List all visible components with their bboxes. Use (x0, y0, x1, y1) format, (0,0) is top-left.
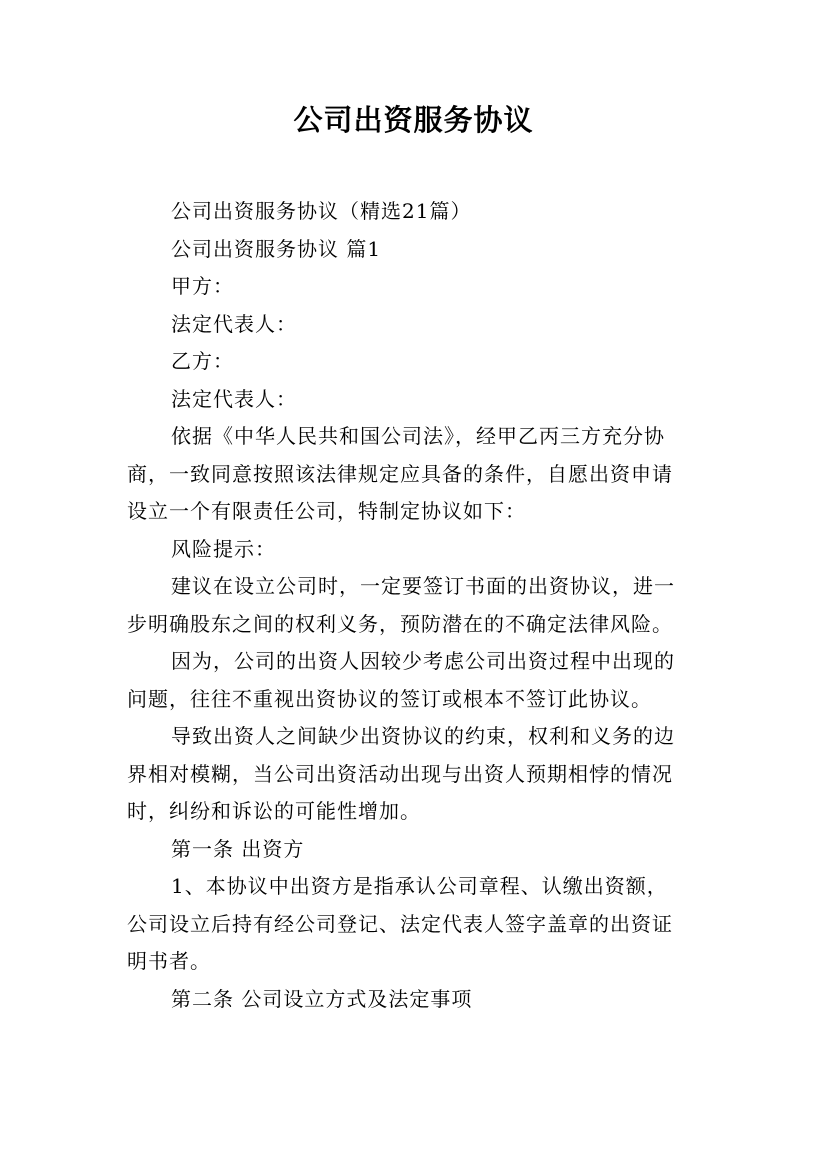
paragraph-line: 导致出资人之间缺少出资协议的约束，权利和义务的边 (171, 724, 675, 748)
paragraph-line: 明书者。 (127, 949, 211, 973)
paragraph-line: 甲方： (171, 274, 234, 298)
paragraph (127, 718, 705, 831)
paragraph (127, 868, 705, 981)
paragraph (127, 193, 705, 231)
paragraph (127, 268, 705, 306)
paragraph-line: 公司出资服务协议 篇1 (171, 236, 382, 261)
paragraph (127, 231, 705, 269)
paragraph-line: 风险提示： (171, 536, 276, 561)
paragraph-line: 因为，公司的出资人因较少考虑公司出资过程中出现的 (171, 649, 675, 673)
paragraph-line: 界相对模糊，当公司出资活动出现与出资人预期相悖的情况 (127, 761, 673, 786)
paragraph-line: 法定代表人： (171, 311, 297, 336)
paragraph-line: 第二条 公司设立方式及法定事项 (171, 986, 473, 1011)
paragraph (127, 531, 705, 569)
paragraph-line: 步明确股东之间的权利义务，预防潜在的不确定法律风险。 (127, 611, 673, 636)
paragraph (127, 568, 705, 643)
paragraph (127, 981, 705, 1019)
paragraph (127, 343, 705, 381)
paragraph-line: 问题，往往不重视出资协议的签订或根本不签订此协议。 (127, 686, 652, 711)
paragraph-line: 1、本协议中出资方是指承认公司章程、认缴出资额， (171, 874, 668, 898)
paragraph (127, 306, 705, 344)
paragraph (127, 381, 705, 419)
paragraph-line: 设立一个有限责任公司，特制定协议如下： (127, 499, 526, 523)
paragraph-line: 商，一致同意按照该法律规定应具备的条件，自愿出资申请 (127, 461, 673, 486)
paragraph-line: 第一条 出资方 (171, 836, 305, 861)
paragraph-line: 依据《中华人民共和国公司法》，经甲乙丙三方充分协 (171, 424, 665, 448)
paragraph-line: 建议在设立公司时，一定要签订书面的出资协议，进一 (171, 574, 675, 598)
paragraph-line: 公司出资服务协议（精选21篇） (171, 199, 472, 223)
paragraph (127, 418, 705, 531)
paragraph-line: 公司设立后持有经公司登记、法定代表人签字盖章的出资证 (127, 911, 673, 936)
paragraph-line: 乙方： (171, 349, 234, 373)
paragraph-line: 法定代表人： (171, 386, 297, 411)
paragraph (127, 831, 705, 869)
document-title: 公司出资服务协议 (293, 103, 534, 137)
document-body (127, 193, 705, 1018)
paragraph-line: 时，纠纷和诉讼的可能性增加。 (127, 799, 421, 823)
paragraph (127, 643, 705, 718)
